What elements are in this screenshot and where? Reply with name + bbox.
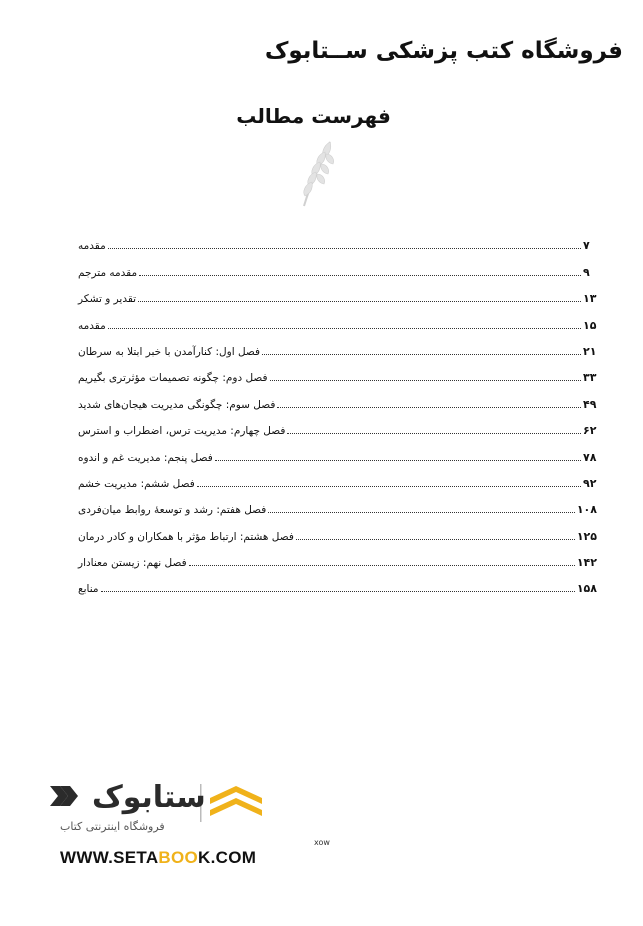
toc-entry-label: فصل ششم: مدیریت خشم — [78, 477, 195, 490]
toc-entry[interactable] — [76, 384, 597, 410]
toc-entry-label: فصل نهم: زیستن معنادار — [78, 557, 187, 570]
toc-entry-label: فصل هفتم: رشد و توسعهٔ روابط میان‌فردی — [78, 504, 267, 517]
toc-entry[interactable] — [76, 490, 597, 516]
toc-entry-label: فصل هشتم: ارتباط مؤثر با همکاران و کادر درمان — [78, 530, 294, 543]
toc-dot-leader — [270, 379, 581, 381]
toc-entry[interactable] — [76, 332, 597, 358]
logo-text: ستابوک — [92, 780, 206, 815]
setabook-logo — [50, 782, 280, 842]
toc-entry[interactable] — [76, 226, 597, 252]
toc-entry[interactable] — [76, 279, 597, 305]
toc-entry-label: فصل چهارم: مدیریت ترس، اضطراب و استرس — [78, 425, 286, 438]
toc-dot-leader — [138, 300, 581, 302]
toc-title: فهرست مطالب — [236, 104, 391, 128]
toc-dot-leader — [277, 406, 581, 408]
website-url[interactable]: WWW.SETABOOK.COM — [60, 848, 257, 867]
toc-entry[interactable] — [76, 516, 597, 542]
toc-entry-page: ۳۳ — [583, 371, 597, 385]
toc-entry-page: ۱۵۸ — [576, 582, 597, 596]
toc-entry[interactable] — [76, 305, 597, 331]
toc-entry-page: ۲۱ — [583, 344, 597, 358]
toc-entry-label: تقدیر و تشکر — [78, 293, 137, 306]
logo-tagline: فروشگاه اینترنتی کتاب — [60, 820, 165, 833]
toc-entry[interactable] — [76, 252, 597, 278]
toc-entry[interactable] — [76, 437, 597, 463]
toc-entry[interactable] — [76, 464, 597, 490]
toc-dot-leader — [108, 247, 581, 249]
toc-dot-leader — [215, 459, 581, 461]
toc-entry-label: فصل سوم: چگونگی مدیریت هیجان‌های شدید — [78, 398, 276, 411]
toc-entry-page: ۷۸ — [583, 450, 597, 464]
toc-entry-label: فصل پنجم: مدیریت غم و اندوه — [78, 451, 213, 464]
toc-entry-label: مقدمه — [78, 319, 106, 332]
toc-entry[interactable] — [76, 543, 597, 569]
toc-entry-label: مقدمه — [78, 240, 106, 253]
toc-entry[interactable] — [76, 569, 597, 595]
toc-entry-page: ۱۵ — [583, 318, 597, 332]
toc-dot-leader — [287, 432, 581, 434]
wheat-leaf-icon — [290, 136, 338, 208]
toc-entry-page: ۷ — [583, 239, 590, 253]
toc-dot-leader — [296, 538, 575, 540]
toc-dot-leader — [108, 327, 581, 329]
toc-entry-page: ۶۲ — [583, 424, 597, 438]
toc-dot-leader — [189, 564, 575, 566]
toc-entry-page: ۱۴۲ — [576, 556, 597, 570]
toc-entry-page: ۹۲ — [583, 476, 597, 490]
page-number: xow — [314, 838, 330, 847]
toc-list — [76, 226, 597, 595]
toc-entry-label: فصل دوم: چگونه تصمیمات مؤثرتری بگیریم — [78, 372, 268, 385]
toc-dot-leader — [139, 274, 581, 276]
toc-entry-page: ۱۲۵ — [576, 529, 597, 543]
toc-entry[interactable] — [76, 358, 597, 384]
toc-entry-label: مقدمه مترجم — [78, 266, 138, 279]
toc-entry-page: ۹ — [583, 265, 590, 279]
toc-dot-leader — [101, 590, 575, 592]
toc-entry-page: ۱۰۸ — [576, 503, 597, 517]
store-title: فروشگاه کتب پزشکی ســتابوک — [264, 38, 623, 64]
toc-entry-page: ۴۹ — [583, 397, 597, 411]
toc-entry-page: ۱۳ — [583, 292, 597, 306]
toc-dot-leader — [197, 485, 581, 487]
toc-entry-label: منابع — [78, 583, 99, 596]
toc-dot-leader — [268, 511, 575, 513]
toc-dot-leader — [262, 353, 581, 355]
toc-entry-label: فصل اول: کنارآمدن با خبر ابتلا به سرطان — [78, 345, 261, 358]
toc-entry[interactable] — [76, 411, 597, 437]
